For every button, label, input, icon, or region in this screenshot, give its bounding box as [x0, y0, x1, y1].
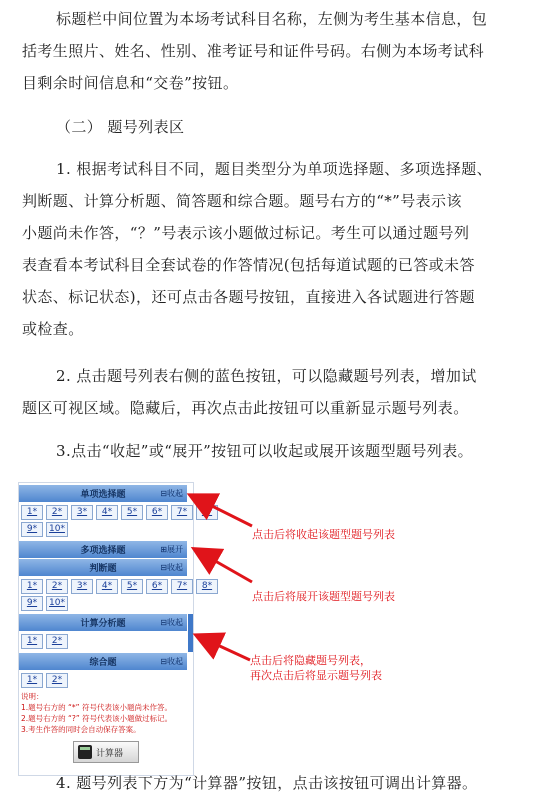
text-line: 括考生照片、姓名、性别、准考证号和证件号码。右侧为本场考试科 — [22, 42, 485, 60]
question-button[interactable]: 10* — [46, 596, 68, 611]
question-button[interactable]: 6* — [146, 505, 168, 520]
annotation-hide-1: 点击后将隐藏题号列表， — [250, 654, 371, 667]
question-button[interactable]: 5* — [121, 579, 143, 594]
question-button[interactable]: 2* — [46, 634, 68, 649]
question-button[interactable]: 1* — [21, 634, 43, 649]
question-button[interactable]: 2* — [46, 673, 68, 688]
collapse-toggle[interactable]: ⊟收起 — [160, 618, 183, 627]
annotation-expand: 点击后将展开该题型题号列表 — [252, 590, 395, 603]
text-line: 4. 题号列表下方为“计算器”按钮，点击该按钮可调出计算器。 — [56, 774, 478, 792]
question-button[interactable]: 10* — [46, 522, 68, 537]
arrow-hide — [198, 636, 250, 660]
section-title: 判断题 — [89, 564, 117, 574]
text-line: 目剩余时间信息和“交卷”按钮。 — [22, 74, 239, 92]
section-title: 单项选择题 — [80, 490, 126, 500]
collapse-toggle[interactable]: ⊟收起 — [160, 563, 183, 572]
arrow-collapse — [192, 496, 252, 526]
question-button[interactable]: 1* — [21, 579, 43, 594]
text-line: 或检查。 — [22, 320, 84, 338]
annotation-hide-2: 再次点击后将显示题号列表 — [250, 669, 382, 682]
note-line: 1.题号右方的 “*” 符号代表该小题尚未作答。 — [21, 703, 172, 712]
question-button[interactable]: 8* — [196, 579, 218, 594]
text-line: 表查看本考试科目全套试卷的作答情况(包括每道试题的已答或未答 — [22, 256, 475, 274]
collapse-toggle[interactable]: ⊟收起 — [160, 489, 183, 498]
calculator-label: 计算器 — [96, 748, 124, 759]
question-button[interactable]: 3* — [71, 505, 93, 520]
question-button[interactable]: 9* — [21, 596, 43, 611]
text-line: 判断题、计算分析题、简答题和综合题。题号右方的“*”号表示该 — [22, 192, 462, 210]
question-button[interactable]: 8* — [196, 505, 218, 520]
question-button[interactable]: 2* — [46, 579, 68, 594]
question-button[interactable]: 6* — [146, 579, 168, 594]
text-line: 题区可视区域。隐藏后，再次点击此按钮可以重新显示题号列表。 — [22, 399, 469, 417]
text-line: 小题尚未作答，“？”号表示该小题做过标记。考生可以通过题号列 — [22, 224, 470, 242]
annotation-collapse: 点击后将收起该题型题号列表 — [252, 528, 395, 541]
question-button[interactable]: 7* — [171, 579, 193, 594]
question-button[interactable]: 4* — [96, 579, 118, 594]
question-button[interactable]: 1* — [21, 673, 43, 688]
question-button[interactable]: 3* — [71, 579, 93, 594]
note-line: 3.考生作答的同时会自动保存答案。 — [21, 725, 141, 734]
question-button[interactable]: 2* — [46, 505, 68, 520]
collapse-toggle[interactable]: ⊟收起 — [160, 657, 183, 666]
section-title: 计算分析题 — [80, 619, 126, 629]
question-button[interactable]: 7* — [171, 505, 193, 520]
note-title: 说明： — [21, 692, 44, 701]
question-button[interactable]: 5* — [121, 505, 143, 520]
section-title: 综合题 — [89, 658, 117, 668]
section-heading: （二） 题号列表区 — [56, 118, 185, 136]
text-line: 2. 点击题号列表右侧的蓝色按钮，可以隐藏题号列表，增加试 — [56, 367, 477, 385]
question-button[interactable]: 9* — [21, 522, 43, 537]
arrow-expand — [196, 550, 252, 582]
note-line: 2.题号右方的 “?” 符号代表该小题做过标记。 — [21, 714, 173, 723]
text-line: 1. 根据考试科目不同，题目类型分为单项选择题、多项选择题、 — [56, 160, 493, 178]
text-line: 标题栏中间位置为本场考试科目名称，左侧为考生基本信息，包 — [56, 10, 488, 28]
section-title: 多项选择题 — [80, 546, 126, 556]
expand-toggle[interactable]: ⊞展开 — [160, 545, 183, 554]
question-button[interactable]: 1* — [21, 505, 43, 520]
text-line: 状态、标记状态)，还可点击各题号按钮，直接进入各试题进行答题 — [22, 288, 475, 306]
text-line: 3.点击“收起”或“展开”按钮可以收起或展开该题型题号列表。 — [56, 442, 473, 460]
question-button[interactable]: 4* — [96, 505, 118, 520]
